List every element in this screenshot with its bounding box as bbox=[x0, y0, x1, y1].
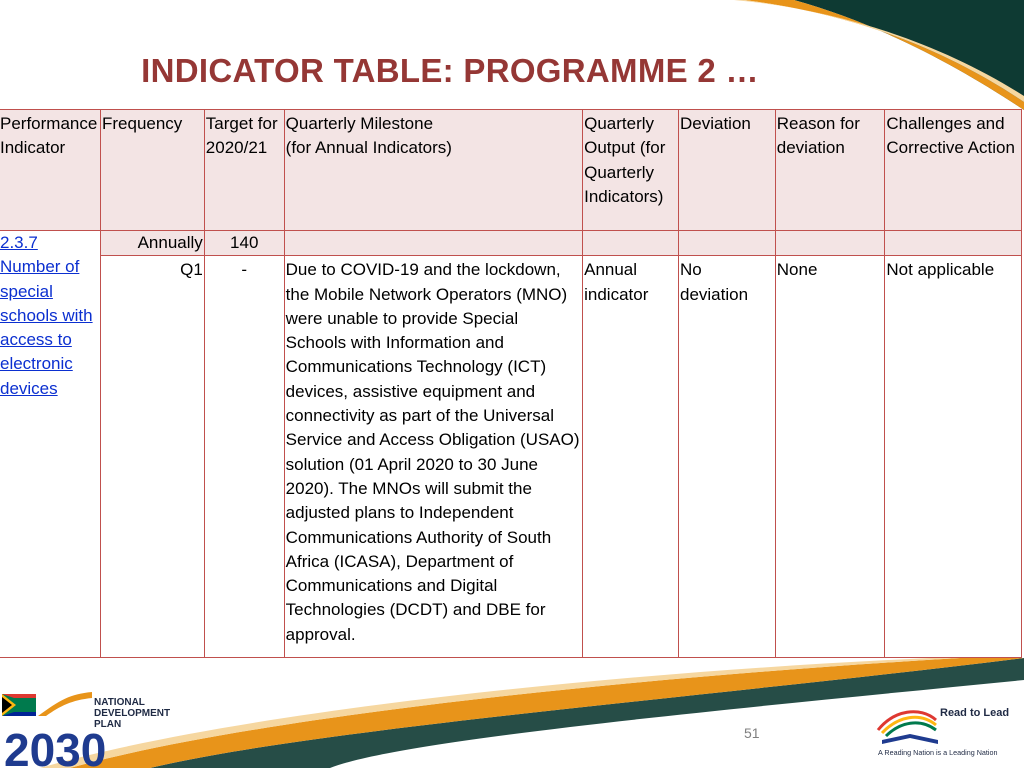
header-challenges: Challenges and Corrective Action bbox=[885, 110, 1022, 231]
header-quarterly-output: Quarterly Output (for Quarterly Indicators) bbox=[583, 110, 679, 231]
frequency-cell: Annually bbox=[100, 231, 204, 256]
read-to-lead-logo bbox=[874, 700, 1014, 760]
empty-cell bbox=[583, 231, 679, 256]
ndp-2030-logo bbox=[0, 686, 200, 768]
header-target: Target for 2020/21 bbox=[204, 110, 284, 231]
ndp-line3: PLAN bbox=[94, 719, 122, 730]
read-to-lead-tagline: A Reading Nation is a Leading Nation bbox=[878, 748, 998, 757]
indicator-link[interactable]: 2.3.7 Number of special schools with access to electronic devices bbox=[0, 233, 93, 398]
indicator-cell bbox=[0, 231, 100, 658]
indicator-table bbox=[0, 109, 1022, 658]
ndp-line2: DEVELOPMENT bbox=[94, 708, 171, 719]
quarter-cell: Q1 bbox=[100, 256, 204, 658]
header-frequency: Frequency bbox=[100, 110, 204, 231]
header-performance-indicator: Performance Indicator bbox=[0, 110, 100, 231]
target-cell: 140 bbox=[204, 231, 284, 256]
empty-cell bbox=[284, 231, 582, 256]
challenges-cell: Not applicable bbox=[885, 256, 1022, 658]
ndp-line1: NATIONAL bbox=[94, 697, 145, 708]
empty-cell bbox=[678, 231, 775, 256]
header-quarterly-milestone: Quarterly Milestone (for Annual Indicators) bbox=[284, 110, 582, 231]
table-row-q1 bbox=[0, 256, 1022, 658]
table-row-annual bbox=[0, 231, 1022, 256]
reason-cell: None bbox=[775, 256, 885, 658]
empty-cell bbox=[885, 231, 1022, 256]
ndp-year: 2030 bbox=[4, 724, 107, 768]
page-number: 51 bbox=[744, 725, 760, 741]
read-to-lead-label: Read to Lead bbox=[940, 707, 1010, 719]
slide-title: INDICATOR TABLE: PROGRAMME 2 … bbox=[141, 52, 759, 90]
q1-target-cell: - bbox=[204, 256, 284, 658]
header-deviation: Deviation bbox=[678, 110, 775, 231]
deviation-cell: No deviation bbox=[678, 256, 775, 658]
table-header-row bbox=[0, 110, 1022, 231]
empty-cell bbox=[775, 231, 885, 256]
output-cell: Annual indicator bbox=[583, 256, 679, 658]
header-reason: Reason for deviation bbox=[775, 110, 885, 231]
milestone-cell: Due to COVID-19 and the lockdown, the Mobile Network Operators (MNO) were unable to provide Special Schools with Information and Communications Technology (ICT) devices, assistive equipment and connectivity as part of the Universal Service and Access Obligation (USAO) solution (01 April 2020 to 30 June 2020). The MNOs will submit the adjusted plans to Independent Communications Authority of South Africa (ICASA), Department of Communications and Digital Technologies (DCDT) and DBE for approval. bbox=[284, 256, 582, 658]
